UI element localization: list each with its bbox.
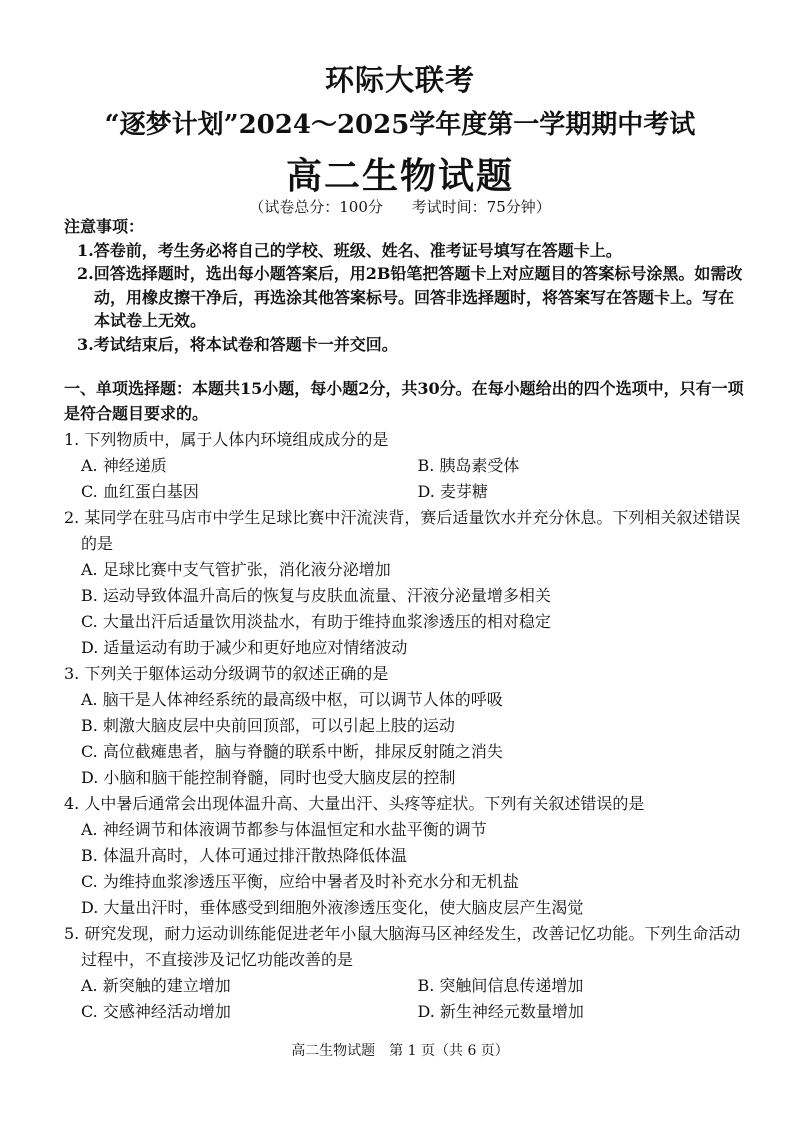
option-a: A. 足球比赛中支气管扩张，消化液分泌增加 [81,560,391,579]
option-c: C. 交感神经活动增加 [81,1002,231,1021]
option-row [64,479,754,505]
exam-duration: 考试时间：75分钟） [411,198,551,216]
option-row [64,973,754,999]
option-b: B. 体温升高时，人体可通过排汗散热降低体温 [81,846,407,865]
notice-item: 1.答卷前，考生务必将自己的学校、班级、姓名、准考证号填写在答题卡上。 [77,240,622,260]
question-stem: 5. 研究发现，耐力运动训练能促进老年小鼠大脑海马区神经发生，改善记忆功能。下列生命活动过程中，不直接涉及记忆功能改善的是 [64,924,741,969]
option-b: B. 胰岛素受体 [417,456,520,475]
option-row [64,999,754,1025]
option-d: D. 麦芽糖 [417,482,488,501]
option-c: C. 大量出汗后适量饮用淡盐水，有助于维持血浆渗透压的相对稳定 [81,612,551,631]
option-d: D. 新生神经元数量增加 [417,1002,584,1021]
option-b: B. 刺激大脑皮层中央前回顶部，可以引起上肢的运动 [81,716,455,735]
option-row [64,453,754,479]
option-a: A. 脑干是人体神经系统的最高级中枢，可以调节人体的呼吸 [81,690,503,709]
question-1 [64,427,754,505]
option-c: C. 血红蛋白基因 [81,482,199,501]
option-d: D. 小脑和脑干能控制脊髓，同时也受大脑皮层的控制 [81,768,456,787]
option-a: A. 神经调节和体液调节都参与体温恒定和水盐平衡的调节 [81,820,487,839]
question-stem: 3. 下列关于躯体运动分级调节的叙述正确的是 [64,664,389,683]
notice-item: 2.回答选择题时，选出每小题答案后，用2B铅笔把答题卡上对应题目的答案标号涂黑。如需改动，用橡皮擦干净后，再选涂其他答案标号。回答非选择题时，将答案写在答题卡上。写在本试卷上无效。 [77,264,743,330]
question-stem: 1. 下列物质中，属于人体内环境组成成分的是 [64,430,389,449]
page-footer: 高二生物试题 第 1 页（共 6 页） [291,1043,509,1059]
option-d: D. 适量运动有助于减少和更好地应对情绪波动 [81,638,408,657]
question-2 [64,505,754,661]
exam-term-title: “逐梦计划”2024～2025学年度第一学期期中考试 [104,110,696,140]
option-b: B. 运动导致体温升高后的恢复与皮肤血流量、汗液分泌量增多相关 [81,586,551,605]
exam-series-title: 环际大联考 [324,63,475,97]
option-a: A. 神经递质 [81,456,167,475]
notice-heading: 注意事项： [64,217,145,236]
option-c: C. 高位截瘫患者，脑与脊髓的联系中断，排尿反射随之消失 [81,742,503,761]
question-stem: 2. 某同学在驻马店市中学生足球比赛中汗流浃背，赛后适量饮水并充分休息。下列相关叙述错误的是 [64,508,741,553]
option-a: A. 新突触的建立增加 [81,976,231,995]
section-heading: 一、单项选择题：本题共15小题，每小题2分，共30分。在每小题给出的四个选项中，只有一项是符合题目要求的。 [64,379,744,423]
exam-info [0,196,800,217]
notice-block [64,215,744,356]
notice-item: 3.考试结束后，将本试卷和答题卡一并交回。 [77,334,398,354]
option-d: D. 大量出汗时，垂体感受到细胞外液渗透压变化，使大脑皮层产生渴觉 [81,898,584,917]
subject-title: 高二生物试题 [285,155,514,197]
option-c: C. 为维持血浆渗透压平衡，应给中暑者及时补充水分和无机盐 [81,872,519,891]
question-list [64,427,754,1025]
question-3 [64,661,754,791]
question-5 [64,921,754,1025]
option-b: B. 突触间信息传递增加 [417,976,584,995]
question-4 [64,791,754,921]
question-stem: 4. 人中暑后通常会出现体温升高、大量出汗、头疼等症状。下列有关叙述错误的是 [64,794,645,813]
total-score: （试卷总分：100分 [249,198,383,216]
